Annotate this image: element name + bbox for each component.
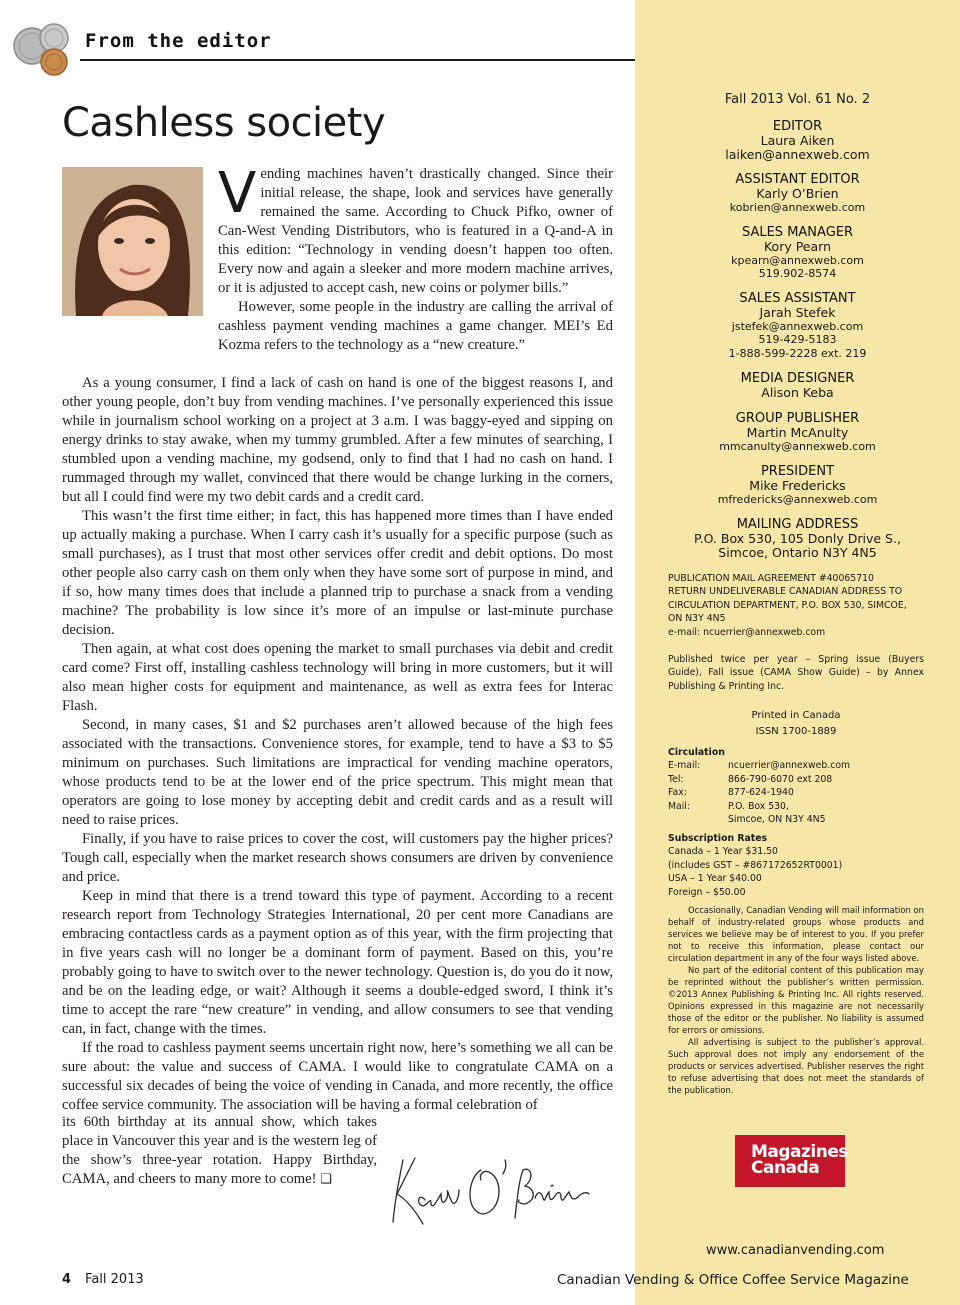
folio-issue: Fall 2013: [85, 1272, 144, 1287]
circulation-row: [668, 800, 924, 813]
disclaimer-copyright: No part of the editorial content of this publication may be reprinted without the publisher’s written permission. ©2013 Annex Publishing & Printing Inc. All rights reserved. Opinions expressed in this magazine are not necessarily those of the editor or the publisher. No liability is assumed for errors or omissions.: [668, 965, 924, 1035]
subscription-line: USA – 1 Year $40.00: [668, 873, 762, 885]
masthead-editor: [635, 120, 960, 161]
subscription-block: [668, 832, 924, 899]
masthead-mailing-address: [635, 518, 960, 559]
pub-mail-email: e-mail: ncuerrier@annexweb.com: [668, 626, 826, 638]
role-label: MAILING ADDRESS: [736, 517, 859, 532]
issn: ISSN 1700-1889: [755, 726, 837, 738]
article-headline: Cashless society: [62, 100, 386, 146]
subscription-line: Canada – 1 Year $31.50: [668, 846, 778, 858]
circulation-key: [668, 813, 728, 826]
role-label: SALES MANAGER: [741, 225, 854, 240]
circulation-value: 866-790-6070 ext 208: [728, 773, 833, 785]
editor-portrait-image: [62, 167, 203, 316]
masthead-sales-manager: [635, 226, 960, 281]
pub-mail-line: PUBLICATION MAIL AGREEMENT #40065710: [668, 573, 874, 584]
masthead-sales-assistant: [635, 292, 960, 360]
masthead-sidebar: [635, 0, 960, 1305]
staff-name: Laura Aiken: [760, 133, 835, 148]
staff-name: Alison Keba: [761, 385, 834, 400]
masthead-president: [635, 465, 960, 506]
circulation-key: Fax:: [668, 787, 687, 799]
paragraph-6: Second, in many cases, $1 and $2 purchases aren’t allowed because of the high fees associated with the transactions. Convenience stores, for example, tend to have a $3 to $5 minimum on purchases. Such limitations are impractical for vending machine operators, whose products tend to be at the lower end of the price spectrum. This might mean that operators are going to lose money by accepting debit and credit cards and as a result will need to raise prices.: [62, 717, 613, 828]
circulation-value: P.O. Box 530,: [728, 800, 789, 812]
editor-signature: [385, 1130, 595, 1230]
page-number: 4: [62, 1272, 72, 1287]
pub-mail-line: RETURN UNDELIVERABLE CANADIAN ADDRESS TO: [668, 586, 903, 598]
printed-in-canada: Printed in Canada: [751, 710, 841, 721]
intro-paragraph: ending machines haven’t drastically changed. Since their initial release, the shape, look and services have generally remained the same. According to Chuck Pifko, owner of Can-West Vending Distributors, who is featured in a Q-and-A in this edition: “Technology in vending doesn’t happen too often. Every now and again a sleeker and more modern machine arrives, or it is adjusted to accept cash, new coins or polymer bills.”: [218, 166, 613, 296]
paragraph-4: This wasn’t the first time either; in fact, this has happened more times than I have ended up actually making a purchase. When I carry cash it’s usually for a specific purpose (such as small purchases), as I trust that most other services offer credit and debit options. Do most other people also carry cash on them only when they have some sort of purpose in mind, and if so, how many times does that include a planned trip to purchase a snack from a vending machine? The probability is low since it’s more of an impulse or last-minute purchase decision.: [62, 508, 613, 638]
paragraph-8: Keep in mind that there is a trend toward this type of payment. According to a recent research report from Technology Strategies International, 20 per cent more Canadians are embracing contactless cards as a payment option as of this year, with the firm projecting that in five years cash will no longer be a dominant form of payment. Based on this, you’re probably going to have to switch over to the newer technology. Question is, do you do it now, and be on the leading edge, or wait? Although it seems a double-edged sword, I think it’s time to accept the rare “new creature” in vending, and allow consumers to see that vending can, in fact, change with the times.: [62, 888, 613, 1037]
disclaimer-advertising: All advertising is subject to the publisher’s approval. Such approval does not imply any endorsement of the products or services advertised. Publisher reserves the right to refuse advertising that does not meet the standards of the publication.: [668, 1037, 924, 1095]
circulation-row: [668, 773, 924, 786]
article-main-column: [62, 374, 613, 1115]
staff-email: jstefek@annexweb.com: [731, 319, 864, 333]
staff-phone-tollfree: 1-888-599-2228 ext. 219: [728, 346, 867, 360]
paragraph-2: However, some people in the industry are calling the arrival of cashless payment vending machines a game changer. MEI’s Ed Kozma refers to the technology as a “new creature.”: [218, 299, 613, 353]
masthead-assistant-editor: [635, 173, 960, 214]
subscription-title: Subscription Rates: [668, 833, 768, 844]
staff-email: mfredericks@annexweb.com: [717, 492, 878, 506]
circulation-value: 877-624-1940: [728, 787, 794, 799]
staff-name: Jarah Stefek: [759, 305, 836, 320]
role-label: PRESIDENT: [760, 464, 835, 479]
masthead-media-designer: [635, 372, 960, 400]
footer-magazine-name: Canadian Vending & Office Coffee Service Magazine: [557, 1272, 909, 1288]
circulation-key: E-mail:: [668, 760, 701, 772]
coins-icon: [8, 14, 76, 76]
role-label: EDITOR: [772, 119, 823, 134]
circulation-value: ncuerrier@annexweb.com: [728, 760, 851, 772]
paragraph-3: As a young consumer, I find a lack of cash on hand is one of the biggest reasons I, and other young people, don’t buy from vending machines. I’ve personally experienced this issue while in journalism school working on a project at 3 a.m. I was baggy-eyed and sipping on energy drinks to stay awake, when my tummy grumbled. After a few minutes of searching, I stumbled upon a vending machine, my godsend, only to find that I had no cash on hand. I rummaged through my wallet, convinced that there would be change lurking in the corners, but all I could find were my two debit cards and a credit card.: [62, 375, 613, 505]
issue-info: Fall 2013 Vol. 61 No. 2: [724, 92, 871, 107]
staff-name: Martin McAnulty: [746, 425, 849, 440]
circulation-row: [668, 759, 924, 772]
circulation-value: Simcoe, ON N3Y 4N5: [728, 814, 826, 826]
website-link[interactable]: www.canadianvending.com: [706, 1243, 885, 1258]
printed-info: [668, 709, 924, 739]
circulation-key: Mail:: [668, 800, 691, 812]
logo-line-2: Canada: [751, 1158, 820, 1178]
page-folio: [62, 1272, 144, 1287]
circulation-row: [668, 786, 924, 799]
paragraph-7: Finally, if you have to raise prices to cover the cost, will customers pay the higher prices? Tough call, especially when the market research shows consumers are driven by convenience and price.: [62, 831, 613, 885]
header-rule: [80, 59, 635, 61]
drop-cap: V: [218, 161, 257, 226]
paragraph-9: If the road to cashless payment seems uncertain right now, here’s something we all can be sure about: the value and success of CAMA. I would like to congratulate CAMA on a successful six decades of being the voice of vending in Canada, and more recently, the office coffee service community. The association will be having a formal celebration of: [62, 1040, 613, 1113]
staff-name: Karly O’Brien: [756, 186, 839, 201]
role-label: ASSISTANT EDITOR: [735, 172, 860, 187]
publication-mail-agreement: [668, 572, 924, 639]
staff-phone: 519.902-8574: [758, 267, 837, 280]
pub-mail-line: ON N3Y 4N5: [668, 613, 726, 625]
circulation-title: Circulation: [668, 747, 725, 758]
staff-email: mmcanulty@annexweb.com: [719, 439, 876, 453]
role-label: MEDIA DESIGNER: [740, 371, 855, 386]
paragraph-5: Then again, at what cost does opening the market to small purchases via debit and credit card come? First off, installing cashless technology will bring in more customers, but it will also mean higher costs for equipment and maintenance, as well as extra fees for Interac Flash.: [62, 641, 613, 714]
circulation-key: Tel:: [668, 773, 684, 785]
pub-mail-line: CIRCULATION DEPARTMENT, P.O. BOX 530, SIMCOE,: [668, 599, 907, 611]
article-closing-column: [62, 1113, 377, 1189]
address-line-1: P.O. Box 530, 105 Donly Drive S.,: [694, 531, 901, 546]
disclaimer-mail: Occasionally, Canadian Vending will mail information on behalf of industry-related groups whose products and services we believe may be of interest to you. If you prefer not to receive this information, please contact our circulation department in any of the four ways listed above.: [668, 905, 924, 963]
logo-line-1: Magazines: [751, 1142, 849, 1162]
staff-name: Mike Fredericks: [749, 478, 846, 493]
section-title: From the editor: [85, 30, 272, 52]
magazines-canada-logo: [735, 1135, 849, 1187]
circulation-row: [668, 813, 924, 826]
masthead-group-publisher: [635, 412, 960, 453]
staff-email: kpearn@annexweb.com: [731, 253, 864, 267]
role-label: GROUP PUBLISHER: [735, 411, 860, 426]
disclaimer-block: [668, 904, 924, 1096]
publication-frequency: Published twice per year – Spring issue (Buyers Guide), Fall issue (CAMA Show Guide) – by Annex Publishing & Printing Inc.: [668, 654, 924, 692]
staff-phone: 519-429-5183: [758, 333, 837, 346]
article-intro-column: [218, 161, 613, 355]
end-mark-icon: ❑: [320, 1172, 332, 1187]
staff-email: laiken@annexweb.com: [725, 146, 870, 162]
staff-name: Kory Pearn: [763, 239, 832, 254]
staff-email: kobrien@annexweb.com: [729, 200, 866, 214]
subscription-line: Foreign – $50.00: [668, 886, 746, 898]
subscription-line: (includes GST – #867172652RT0001): [668, 859, 843, 871]
role-label: SALES ASSISTANT: [739, 291, 856, 306]
circulation-block: [668, 746, 924, 826]
paragraph-9-end: its 60th birthday at its annual show, which takes place in Vancouver this year and is the western leg of the show’s three-year rotation. Happy Birthday, CAMA, and cheers to many more to come!: [62, 1114, 377, 1187]
address-line-2: Simcoe, Ontario N3Y 4N5: [718, 544, 877, 560]
